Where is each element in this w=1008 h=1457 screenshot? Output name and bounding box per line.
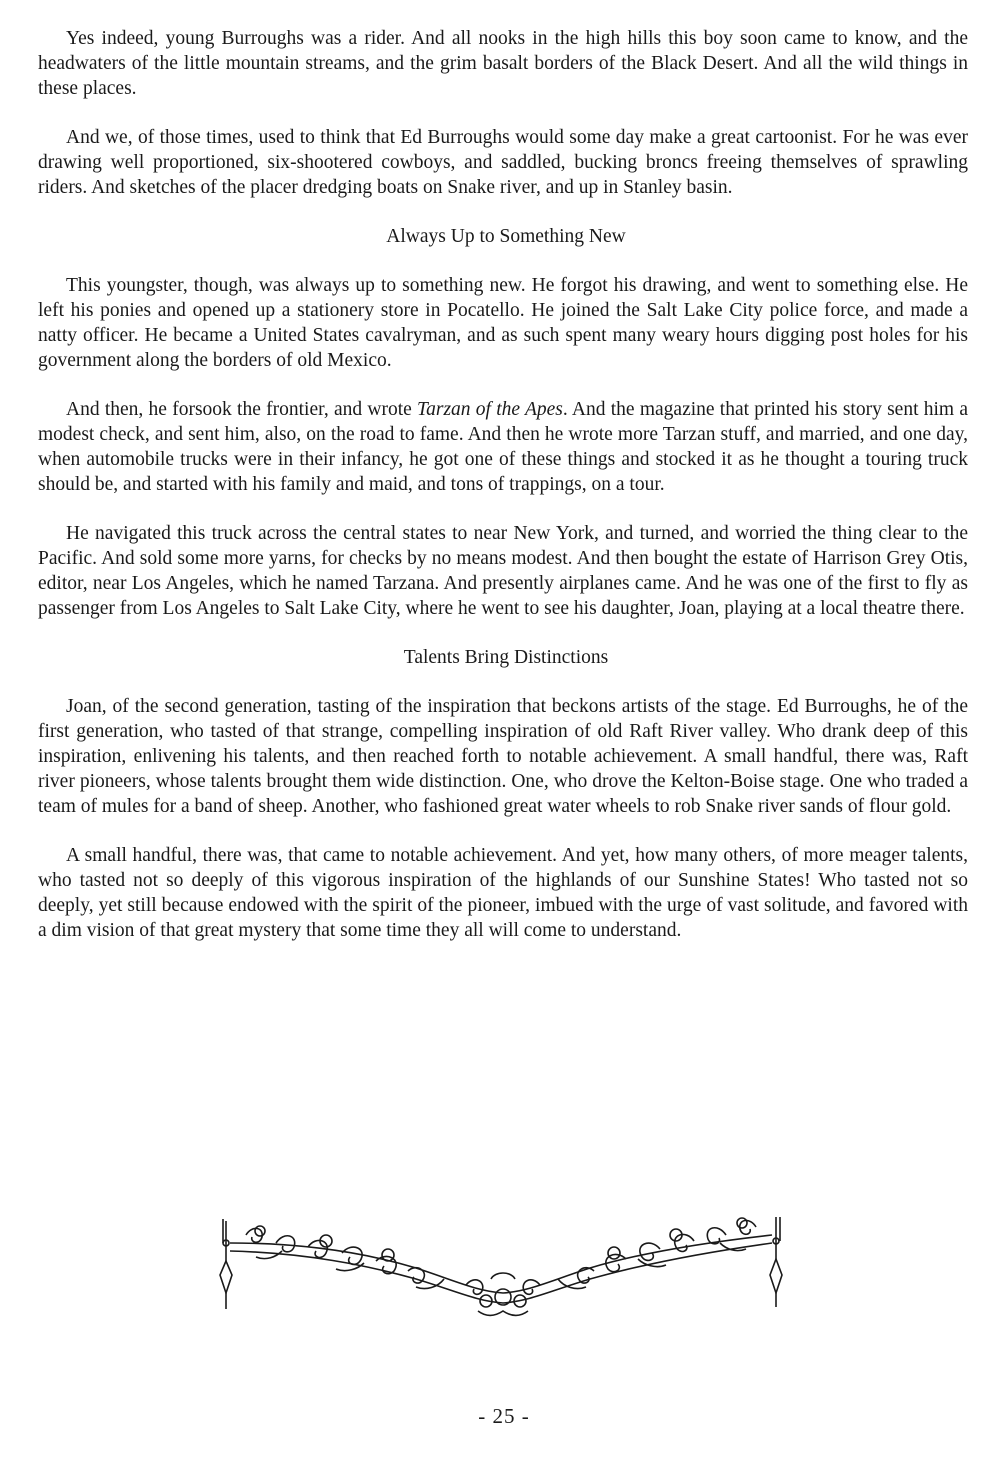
book-title-tarzan: Tarzan of the Apes (417, 399, 563, 420)
right-pendant-icon (770, 1217, 782, 1307)
paragraph-truck: He navigated this truck across the central states to near New York, and turned, and worried the thing clear to the Pacific. And sold some more yarns, for checks by no means modest. And then bought the estate of Harrison Grey Otis, editor, near Los Angeles, which he named Tarzana. And presently airplanes came. And he was one of the first to fly as passenger from Los Angeles to Salt Lake City, where he went to see his daughter, Joan, playing at a local theatre there. (38, 523, 968, 619)
right-scrolls-icon (558, 1218, 756, 1289)
page-number: - 25 - (478, 1404, 530, 1428)
left-pendant-icon (220, 1219, 232, 1309)
section-heading-talents: Talents Bring Distinctions (403, 647, 609, 668)
paragraph-youngster: This youngster, though, was always up to something new. He forgot his drawing, and went to something else. He left his ponies and opened up a stationery store in Pocatello. He joined the Salt Lake City police force, and made a natty officer. He became a United States cavalryman, and as such spent many weary hours digging post holes for his government along the borders of old Mexico. (38, 275, 968, 371)
paragraph-cartoonist: And we, of those times, used to think that Ed Burroughs would some day make a great cartoonist. For he was ever drawing well proportioned, six-shootered cowboys, and saddled, bucking broncs freeing themselves of sprawling riders. And sketches of the placer dredging boats on Snake river, and up in Stanley basin. (38, 127, 968, 198)
center-cluster-icon (466, 1273, 540, 1316)
paragraph-tarzan (38, 397, 968, 497)
section-heading-always-up: Always Up to Something New (386, 226, 626, 247)
page-text (38, 26, 968, 967)
tarzan-text-after: . And the magazine that printed his story sent him a modest check, and sent him, also, on the road to fame. And then he wrote more Tarzan stuff, and married, and one day, when automobile trucks were in their infancy, he got one of these things and stocked it as he thought a touring truck should be, and started with his family and maid, and tons of trappings, on a tour. (38, 399, 969, 495)
paragraph-small-handful: A small handful, there was, that came to notable achievement. And yet, how many others, of more meager talents, who tasted not so deeply of this vigorous inspiration of the highlands of our Sunshine States! Who tasted not so deeply, yet still because endowed with the spirit of the pioneer, imbued with the urge of vast solitude, and favored with a dim vision of that great mystery that some time they all will come to understand. (38, 845, 968, 941)
paragraph-joan: Joan, of the second generation, tasting of the inspiration that beckons artists of the stage. Ed Burroughs, he of the first generation, who tasted of that strange, compelling inspiration of old Raft River valley. Who drank deep of this inspiration, enlivening his talents, and then reached forth to notable achievement. A small handful, there was, Raft river pioneers, whose talents brought them wide distinction. One, who drove the Kelton-Boise stage. One who traded a team of mules for a band of sheep. Another, who fashioned great water wheels to rob Snake river sands of flour gold. (38, 696, 968, 817)
tarzan-text-before: And then, he forsook the frontier, and wrote (66, 399, 418, 420)
scroll-flourish-ornament-icon (216, 1213, 790, 1317)
paragraph-rider: Yes indeed, young Burroughs was a rider. And all nooks in the high hills this boy soon came to know, and the headwaters of the little mountain streams, and the grim basalt borders of the Black Desert. And all the wild things in these places. (38, 28, 968, 99)
